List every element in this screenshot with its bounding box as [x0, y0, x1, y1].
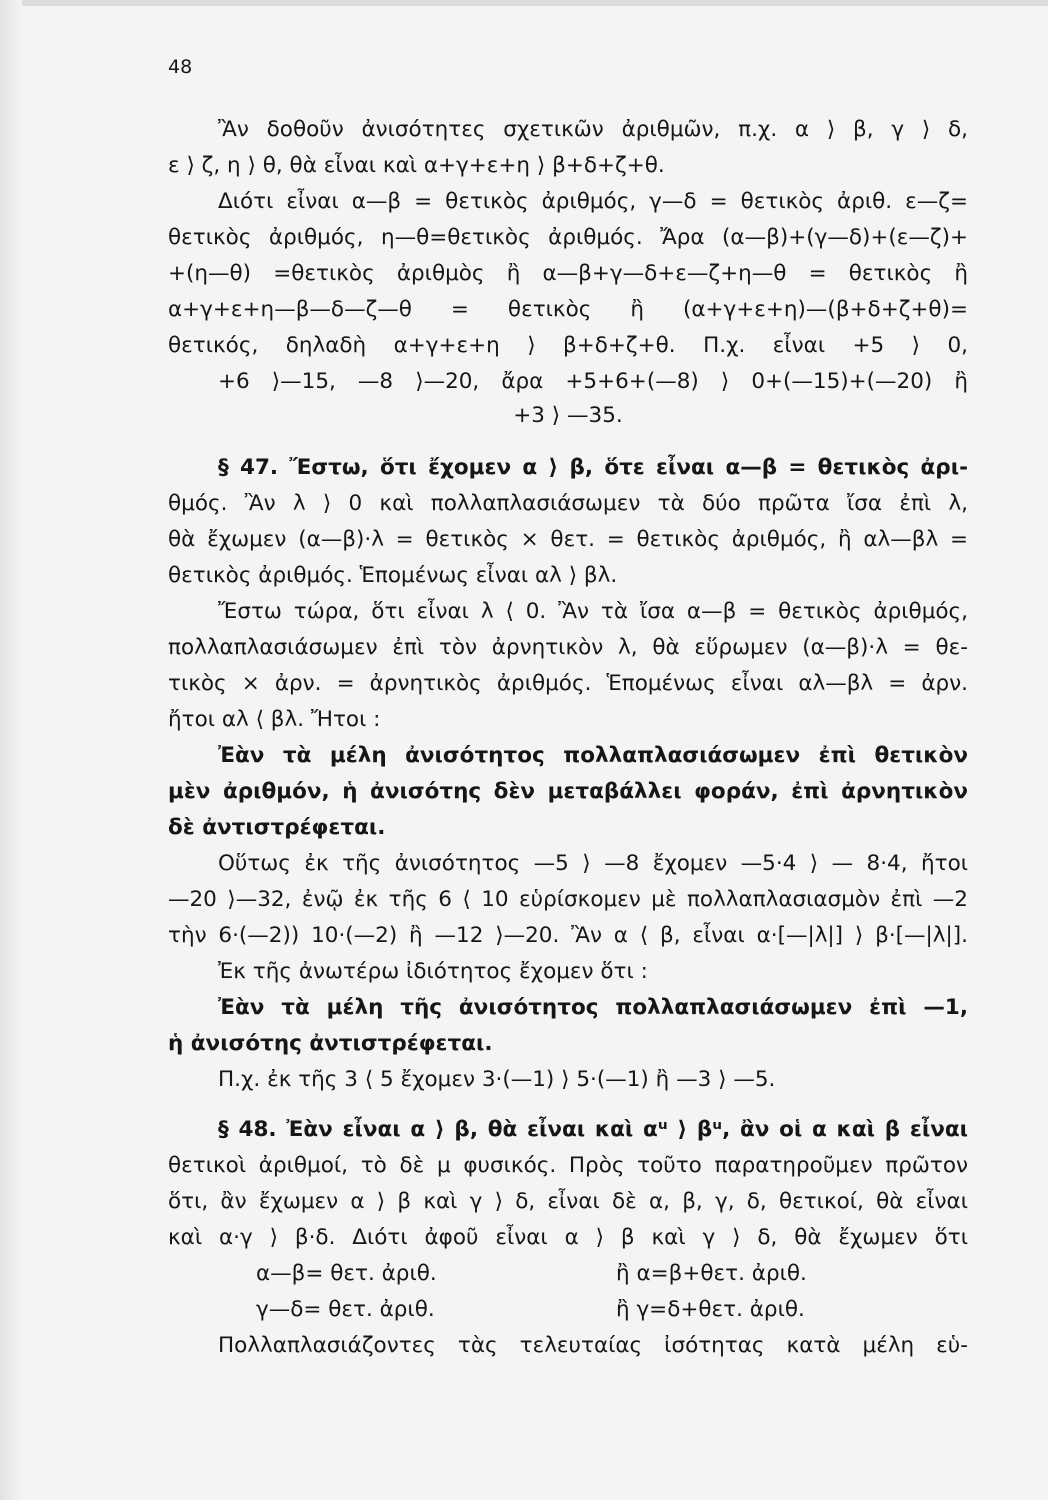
text-line: ε ⟩ ζ, η ⟩ θ, θὰ εἶναι καὶ α+γ+ε+η ⟩ β+δ+ζ+θ.	[168, 153, 665, 178]
section-48-line: § 48. Ἐὰν εἶναι α ⟩ β, θὰ εἶναι καὶ αᵘ ⟩ βᵘ, ἂν οἱ α καὶ β εἶναι	[218, 1117, 968, 1142]
text-line: Οὕτως ἐκ τῆς ἀνισότητος —5 ⟩ —8 ἔχομεν —5·4 ⟩ — 8·4, ἤτοι	[218, 851, 968, 876]
scan-edge-left	[0, 0, 22, 1500]
rule-statement-line: Ἐὰν τὰ μέλη ἀνισότητος πολλαπλασιάσωμεν ἐπὶ θετικὸν	[218, 743, 968, 768]
text-line: Πολλαπλασιάζοντες τὰς τελευταίας ἰσότητας κατὰ μέλη εὑ-	[218, 1333, 968, 1358]
equation-1-left: α—β= θετ. ἀριθ.	[256, 1261, 437, 1286]
section-47-line: § 47. Ἔστω, ὅτι ἔχομεν α ⟩ β, ὅτε εἶναι α—β = θετικὸς ἀρι-	[218, 455, 968, 480]
text-line: Ἂν δοθοῦν ἀνισότητες σχετικῶν ἀριθμῶν, π.χ. α ⟩ β, γ ⟩ δ,	[218, 117, 968, 142]
text-line: πολλαπλασιάσωμεν ἐπὶ τὸν ἀρνητικὸν λ, θὰ εὕρωμεν (α—β)·λ = θε-	[168, 635, 968, 660]
equation-1-right: ἢ α=β+θετ. ἀριθ.	[616, 1261, 807, 1286]
text-line: Π.χ. ἐκ τῆς 3 ⟨ 5 ἔχομεν 3·(—1) ⟩ 5·(—1) ἢ —3 ⟩ —5.	[218, 1067, 776, 1092]
rule-statement-line: Ἐὰν τὰ μέλη τῆς ἀνισότητος πολλαπλασιάσωμεν ἐπὶ —1,	[218, 995, 968, 1020]
page-number: 48	[168, 56, 193, 78]
text-line: θμός. Ἂν λ ⟩ 0 καὶ πολλαπλασιάσωμεν τὰ δύο πρῶτα ἴσα ἐπὶ λ,	[168, 491, 968, 516]
text-line: τὴν 6·(—2)) 10·(—2) ἢ —12 ⟩—20. Ἂν α ⟨ β, εἶναι α·[—|λ|] ⟩ β·[—|λ|].	[168, 923, 968, 948]
text-line: Ἐκ τῆς ἀνωτέρω ἰδιότητος ἔχομεν ὅτι :	[218, 959, 648, 984]
text-line: +3 ⟩ —35.	[513, 403, 623, 428]
scan-edge-top	[0, 0, 1048, 6]
text-line: Ἔστω τώρα, ὅτι εἶναι λ ⟨ 0. Ἂν τὰ ἴσα α—β = θετικὸς ἀριθμός,	[218, 599, 968, 624]
text-line: +6 ⟩—15, —8 ⟩—20, ἄρα +5+6+(—8) ⟩ 0+(—15)+(—20) ἢ	[218, 369, 968, 394]
text-line: τικὸς × ἀρν. = ἀρνητικὸς ἀριθμός. Ἑπομένως εἶναι αλ—βλ = ἀρν.	[168, 671, 968, 696]
text-line: ἤτοι αλ ⟨ βλ. Ἤτοι :	[168, 707, 381, 732]
text-line: α+γ+ε+η—β—δ—ζ—θ = θετικὸς ἢ (α+γ+ε+η)—(β+δ+ζ+θ)=	[168, 297, 968, 322]
rule-statement-line: ἡ ἀνισότης ἀντιστρέφεται.	[168, 1031, 493, 1056]
text-line: θετικὸς ἀριθμός. Ἑπομένως εἶναι αλ ⟩ βλ.	[168, 563, 618, 588]
equation-2-right: ἢ γ=δ+θετ. ἀριθ.	[616, 1297, 805, 1322]
text-line: θὰ ἔχωμεν (α—β)·λ = θετικὸς × θετ. = θετικὸς ἀριθμός, ἢ αλ—βλ =	[168, 527, 968, 552]
text-line: —20 ⟩—32, ἐνῷ ἐκ τῆς 6 ⟨ 10 εὑρίσκομεν μὲ πολλαπλασιασμὸν ἐπὶ —2	[168, 887, 968, 912]
text-line: +(η—θ) =θετικὸς ἀριθμὸς ἢ α—β+γ—δ+ε—ζ+η—θ = θετικὸς ἢ	[168, 261, 968, 286]
equation-2-left: γ—δ= θετ. ἀριθ.	[256, 1297, 435, 1322]
text-line: καὶ α·γ ⟩ β·δ. Διότι ἀφοῦ εἶναι α ⟩ β καὶ γ ⟩ δ, θὰ ἔχωμεν ὅτι	[168, 1225, 968, 1250]
text-line: ὅτι, ἂν ἔχωμεν α ⟩ β καὶ γ ⟩ δ, εἶναι δὲ α, β, γ, δ, θετικοί, θὰ εἶναι	[168, 1189, 968, 1214]
text-line: θετικοὶ ἀριθμοί, τὸ δὲ μ φυσικός. Πρὸς τοῦτο παρατηροῦμεν πρῶτον	[168, 1153, 968, 1178]
rule-statement-line: μὲν ἀριθμόν, ἡ ἀνισότης δὲν μεταβάλλει φοράν, ἐπὶ ἀρνητικὸν	[168, 779, 968, 804]
rule-statement-line: δὲ ἀντιστρέφεται.	[168, 815, 386, 840]
text-line: θετικός, δηλαδὴ α+γ+ε+η ⟩ β+δ+ζ+θ. Π.χ. εἶναι +5 ⟩ 0,	[168, 333, 968, 358]
text-line: Διότι εἶναι α—β = θετικὸς ἀριθμός, γ—δ = θετικὸς ἀριθ. ε—ζ=	[218, 189, 968, 214]
text-line: θετικὸς ἀριθμός, η—θ=θετικὸς ἀριθμός. Ἄρα (α—β)+(γ—δ)+(ε—ζ)+	[168, 225, 968, 250]
